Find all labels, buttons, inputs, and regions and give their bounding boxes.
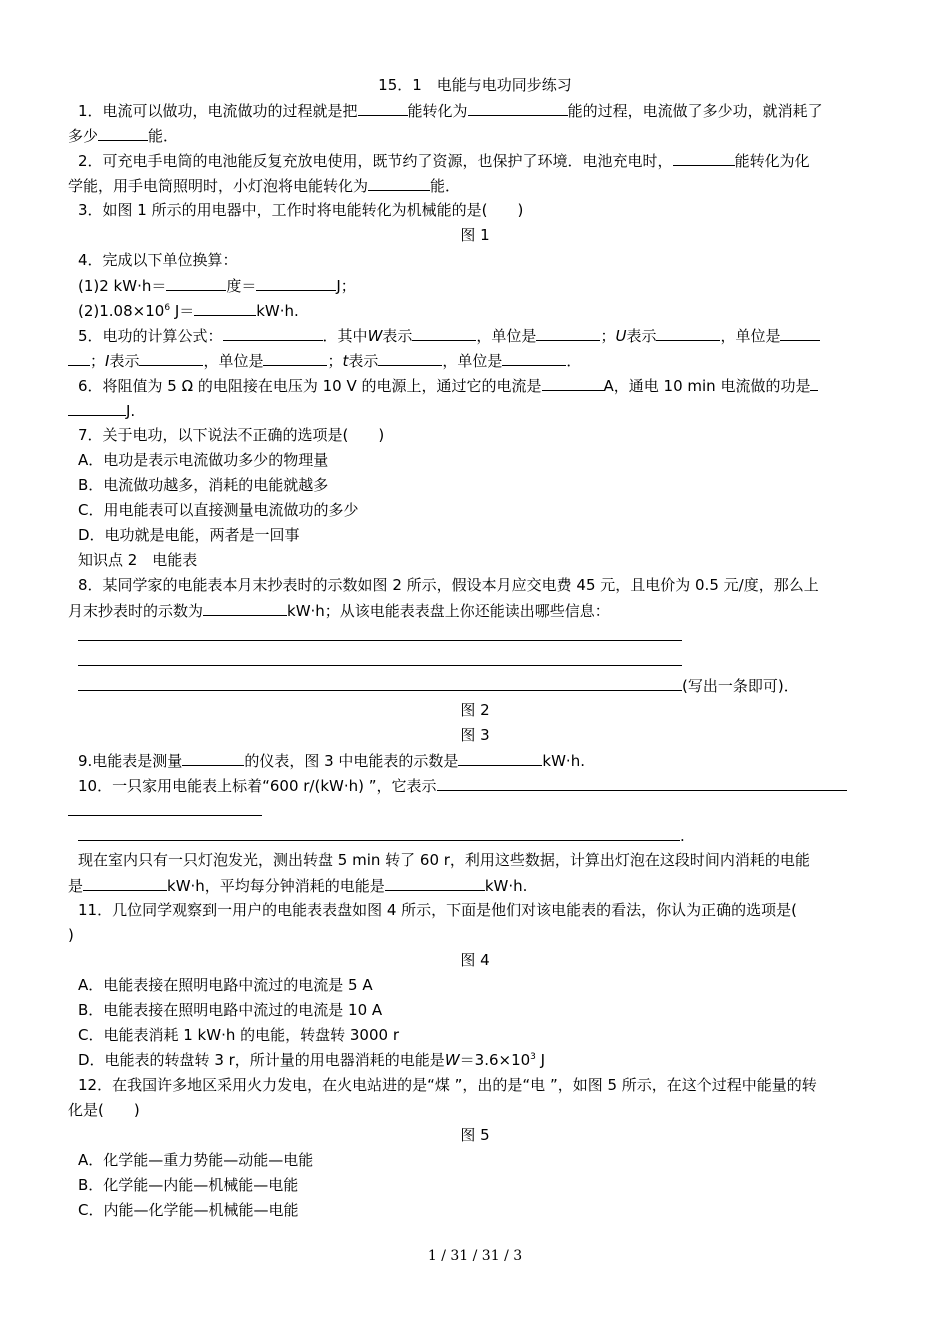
question-8-answer-line-1 [78, 626, 893, 645]
question-11-option-d[interactable]: D．电能表的转盘转 3 r，所计量的用电器消耗的电能是$W=3.6\times 10^3$ J [78, 1051, 546, 1069]
answer-blank[interactable] [468, 101, 568, 116]
question-8-answer-line-2 [78, 651, 893, 670]
answer-blank[interactable] [656, 326, 720, 341]
answer-blank[interactable] [256, 276, 336, 291]
question-6-line-1: 6．将阻值为 5 Ω 的电阻接在电压为 10 V 的电源上，通过它的电流是 A，通电 10 min 电流做的功是 [78, 376, 893, 395]
question-11-option-c[interactable]: C．电能表消耗 1 kW·h 的电能，转盘转 3000 r [78, 1026, 399, 1044]
page-footer: 1 / 31 / 31 / 3 [427, 1248, 523, 1264]
answer-blank[interactable] [412, 326, 476, 341]
question-12-option-a[interactable]: A．化学能—重力势能—动能—电能 [78, 1151, 314, 1169]
answer-blank[interactable] [68, 351, 90, 366]
answer-blank[interactable] [223, 326, 323, 341]
question-5-line-1: 5．电功的计算公式： ．其中W表示 ，单位是 ；U表示 ，单位是 [78, 326, 893, 345]
figure-1-caption: 图 1 [460, 226, 490, 244]
question-10-line-1: 10．一只家用电能表上标着“600 r/(kW·h) ”，它表示 [78, 776, 893, 795]
question-3: 3．如图 1 所示的用电器中，工作时将电能转化为机械能的是( ) [78, 201, 524, 219]
question-8-line-2: 月末抄表时的示数为 kW·h；从该电能表表盘上你还能读出哪些信息： [68, 602, 610, 620]
answer-blank[interactable] [385, 876, 485, 891]
question-7-option-c[interactable]: C．用电能表可以直接测量电流做功的多少 [78, 501, 359, 519]
answer-blank[interactable] [368, 176, 430, 191]
answer-blank[interactable] [68, 401, 126, 416]
question-4-part-2: $(2)1.08\times 10^6$ J＝ kW·h. [78, 302, 299, 320]
question-7-option-b[interactable]: B．电流做功越多，消耗的电能就越多 [78, 476, 329, 494]
question-1-line-1: 1．电流可以做功，电流做功的过程就是把 能转化为 能的过程，电流做了多少功，就消耗了 [78, 102, 823, 120]
figure-2-caption: 图 2 [460, 701, 490, 719]
question-2-line-2: 学能，用手电筒照明时，小灯泡将电能转化为 能． [68, 177, 461, 195]
answer-blank[interactable] [78, 676, 682, 691]
question-10-line-4: 现在室内只有一只灯泡发光，测出转盘 5 min 转了 60 r，利用这些数据，计算出灯泡在这段时间内消耗的电能 [78, 851, 810, 869]
question-7-option-a[interactable]: A．电功是表示电流做功多少的物理量 [78, 451, 329, 469]
answer-blank[interactable] [68, 801, 262, 816]
question-4-stem: 4．完成以下单位换算： [78, 251, 238, 269]
question-10-line-3: . [78, 826, 893, 845]
question-12-line-1: 12．在我国许多地区采用火力发电，在火电站进的是“煤 ”，出的是“电 ”，如图 5 所示，在这个过程中能量的转 [78, 1076, 817, 1094]
question-10-line-2 [68, 801, 883, 820]
answer-blank[interactable] [139, 351, 203, 366]
answer-blank[interactable] [358, 101, 408, 116]
answer-blank[interactable] [166, 276, 226, 291]
question-12-option-c[interactable]: C．内能—化学能—机械能—电能 [78, 1201, 299, 1219]
answer-blank[interactable] [78, 651, 682, 666]
answer-blank[interactable] [437, 776, 847, 791]
question-1-line-2: 多少 能． [68, 127, 179, 145]
answer-blank[interactable] [542, 376, 604, 391]
answer-blank[interactable] [194, 301, 256, 316]
answer-blank[interactable] [458, 751, 542, 766]
question-12-option-b[interactable]: B．化学能—内能—机械能—电能 [78, 1176, 299, 1194]
knowledge-point-heading: 知识点 2 电能表 [78, 551, 198, 569]
question-6-line-2: J. [68, 401, 883, 420]
figure-4-caption: 图 4 [460, 951, 490, 969]
answer-blank[interactable] [502, 351, 566, 366]
answer-blank[interactable] [98, 126, 148, 141]
question-5-line-2: ；I表示 ，单位是 ；t表示 ，单位是 ． [68, 351, 883, 370]
question-4-part-1: (1)2 kW·h＝ 度＝ J； [78, 277, 356, 295]
answer-blank[interactable] [536, 326, 600, 341]
answer-blank[interactable] [263, 351, 327, 366]
answer-blank[interactable] [673, 151, 735, 166]
question-10-line-5: 是 kW·h，平均每分钟消耗的电能是 kW·h. [68, 877, 528, 895]
answer-blank[interactable] [780, 326, 820, 341]
figure-3-caption: 图 3 [460, 726, 490, 744]
answer-blank[interactable] [810, 376, 818, 391]
page-title: 15．1 电能与电功同步练习 [378, 76, 572, 94]
question-7-option-d[interactable]: D．电功就是电能，两者是一回事 [78, 526, 300, 544]
answer-blank[interactable] [182, 751, 244, 766]
question-11-line-1: 11．几位同学观察到一用户的电能表表盘如图 4 所示，下面是他们对该电能表的看法，你认为正确的选项是( [78, 901, 798, 919]
answer-blank[interactable] [203, 601, 287, 616]
answer-blank[interactable] [78, 626, 682, 641]
answer-blank[interactable] [83, 876, 167, 891]
question-2-line-1: 2．可充电手电筒的电池能反复充放电使用，既节约了资源，也保护了环境．电池充电时， 能转化为化 [78, 152, 810, 170]
question-11-option-a[interactable]: A．电能表接在照明电路中流过的电流是 5 A [78, 976, 373, 994]
question-8-answer-line-3: (写出一条即可)． [78, 676, 893, 695]
question-9: 9.电能表是测量 的仪表，图 3 中电能表的示数是 kW·h. [78, 752, 585, 770]
question-11-line-2: ) [68, 926, 74, 944]
question-11-option-b[interactable]: B．电能表接在照明电路中流过的电流是 10 A [78, 1001, 383, 1019]
figure-5-caption: 图 5 [460, 1126, 490, 1144]
answer-blank[interactable] [78, 826, 680, 841]
question-12-line-2: 化是( ) [68, 1101, 140, 1119]
question-7-stem: 7．关于电功，以下说法不正确的选项是( ) [78, 426, 385, 444]
answer-blank[interactable] [378, 351, 442, 366]
question-8-line-1: 8．某同学家的电能表本月末抄表时的示数如图 2 所示，假设本月应交电费 45 元，且电价为 0.5 元/度，那么上 [78, 576, 819, 594]
